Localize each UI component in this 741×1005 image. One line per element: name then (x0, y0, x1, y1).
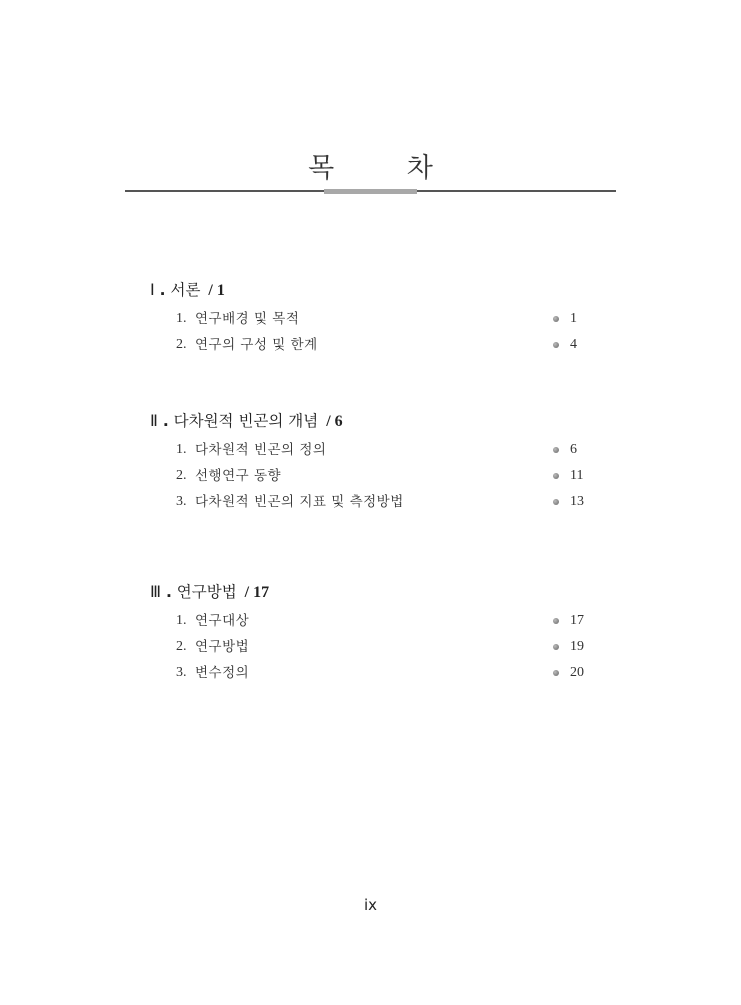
toc-item[interactable] (150, 611, 600, 637)
toc-section-heading[interactable] (150, 279, 600, 301)
item-page: 11 (570, 468, 584, 483)
section-numeral: Ⅰ (150, 282, 155, 299)
page-title: 목 차 (308, 153, 465, 184)
item-page: 1 (570, 311, 577, 326)
section-page: / 1 (208, 282, 225, 299)
section-separator: . (159, 281, 166, 299)
item-page: 6 (570, 442, 577, 457)
item-label: 연구의 구성 및 한계 (195, 337, 318, 353)
section-page: / 6 (326, 413, 343, 430)
section-page: / 17 (244, 584, 270, 601)
item-number: 1. (176, 442, 187, 457)
section-label: 서론 (170, 281, 201, 299)
title-divider-accent (324, 189, 417, 194)
toc-section-heading[interactable] (150, 410, 600, 432)
toc-item[interactable] (150, 663, 600, 689)
bullet-dot-icon (553, 447, 559, 453)
toc-section-2 (150, 410, 600, 518)
item-number: 1. (176, 311, 187, 326)
section-label: 다차원적 빈곤의 개념 (173, 412, 319, 430)
bullet-dot-icon (553, 618, 559, 624)
item-number: 2. (176, 468, 187, 483)
section-separator: . (162, 412, 169, 430)
item-label: 연구방법 (195, 639, 250, 655)
toc-item[interactable] (150, 492, 600, 518)
item-label: 다차원적 빈곤의 정의 (195, 442, 327, 458)
toc-section-3 (150, 581, 600, 689)
item-label: 연구배경 및 목적 (195, 311, 300, 327)
toc-item-list (150, 440, 600, 518)
item-label: 선행연구 동향 (195, 468, 282, 484)
toc-item[interactable] (150, 309, 600, 335)
toc-item-list (150, 611, 600, 689)
item-label: 변수정의 (195, 665, 250, 681)
toc-item[interactable] (150, 466, 600, 492)
bullet-dot-icon (553, 316, 559, 322)
item-label: 다차원적 빈곤의 지표 및 측정방법 (195, 494, 404, 510)
item-label: 연구대상 (195, 613, 250, 629)
bullet-dot-icon (553, 342, 559, 348)
section-separator: . (165, 583, 172, 601)
toc-item[interactable] (150, 440, 600, 466)
item-number: 3. (176, 665, 187, 680)
item-page: 4 (570, 337, 577, 352)
toc-item-list (150, 309, 600, 361)
item-page: 17 (570, 613, 584, 628)
section-label: 연구방법 (176, 583, 237, 601)
page-number: ix (363, 896, 378, 914)
item-number: 3. (176, 494, 187, 509)
section-numeral: Ⅲ (150, 584, 162, 601)
item-page: 20 (570, 665, 584, 680)
item-number: 2. (176, 639, 187, 654)
bullet-dot-icon (553, 473, 559, 479)
item-page: 19 (570, 639, 584, 654)
section-numeral: Ⅱ (150, 413, 158, 430)
bullet-dot-icon (553, 499, 559, 505)
toc-section-1 (150, 279, 600, 361)
item-number: 1. (176, 613, 187, 628)
item-number: 2. (176, 337, 187, 352)
toc-section-heading[interactable] (150, 581, 600, 603)
item-page: 13 (570, 494, 584, 509)
toc-item[interactable] (150, 637, 600, 663)
toc-item[interactable] (150, 335, 600, 361)
bullet-dot-icon (553, 670, 559, 676)
bullet-dot-icon (553, 644, 559, 650)
